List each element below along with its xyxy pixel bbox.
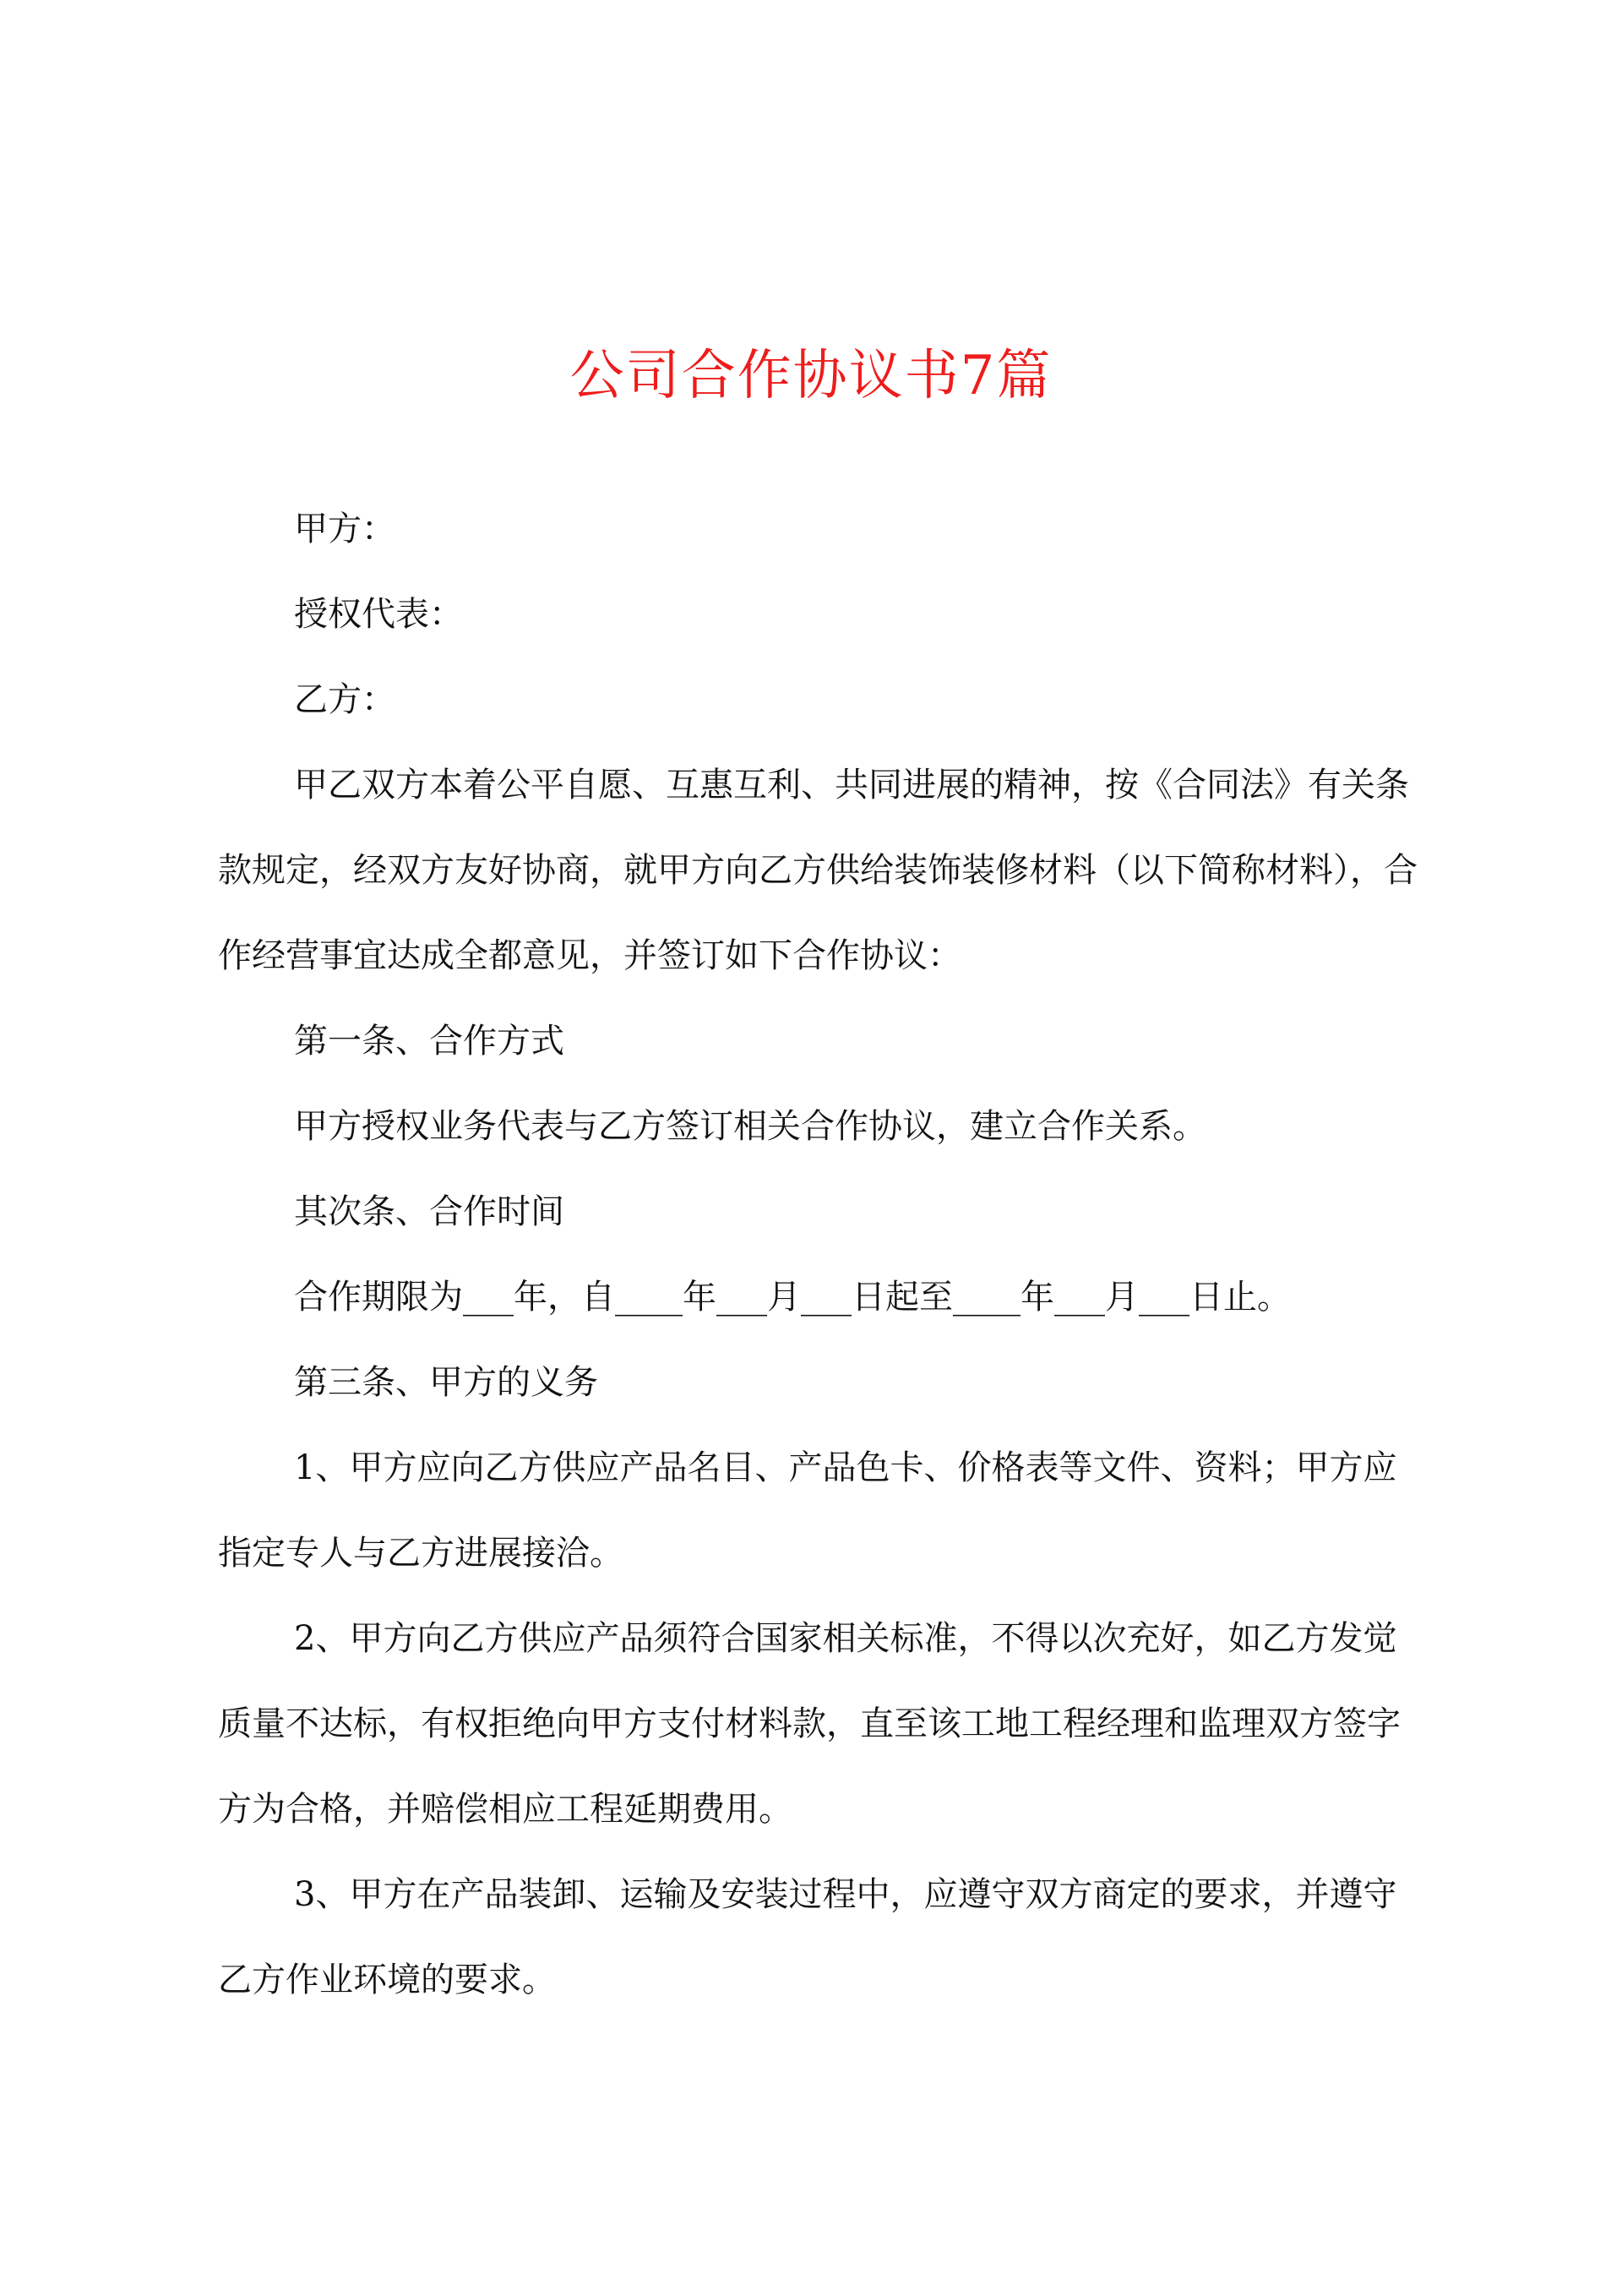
article-3-heading: 第三条、甲方的义务 bbox=[294, 1363, 598, 1402]
document-body bbox=[218, 487, 1418, 2023]
article-2-text: 合作期限为___年，自____年___月___日起至____年___月___日止。 bbox=[294, 1278, 1291, 1317]
party-b-line: 乙方： bbox=[294, 680, 395, 719]
article-1-heading: 第一条、合作方式 bbox=[294, 1022, 564, 1061]
authorized-representative-line: 授权代表： bbox=[294, 595, 463, 634]
intro-paragraph: 甲乙双方本着公平自愿、互惠互利、共同进展的精神，按《合同法》有关条款规定，经双方友好协商，就甲方向乙方供给装饰装修材料（以下简称材料），合作经营事宜达成全都意见，并签订如下合作协议： bbox=[218, 766, 1418, 975]
article-3-item-3: 3、甲方在产品装卸、运输及安装过程中，应遵守双方商定的要求，并遵守乙方作业环境的要求。 bbox=[218, 1875, 1397, 1999]
article-3-item-1: 1、甲方应向乙方供应产品名目、产品色卡、价格表等文件、资料；甲方应指定专人与乙方进展接洽。 bbox=[218, 1448, 1397, 1573]
article-2-heading: 其次条、合作时间 bbox=[294, 1192, 564, 1231]
party-a-line: 甲方： bbox=[294, 510, 395, 548]
article-3-item-2: 2、甲方向乙方供应产品须符合国家相关标准，不得以次充好，如乙方发觉质量不达标，有权拒绝向甲方支付材料款，直至该工地工程经理和监理双方签字方为合格，并赔偿相应工程延期费用。 bbox=[218, 1619, 1401, 1829]
document-title: 公司合作协议书7篇 bbox=[569, 345, 1053, 407]
article-1-text: 甲方授权业务代表与乙方签订相关合作协议，建立合作关系。 bbox=[294, 1107, 1206, 1146]
